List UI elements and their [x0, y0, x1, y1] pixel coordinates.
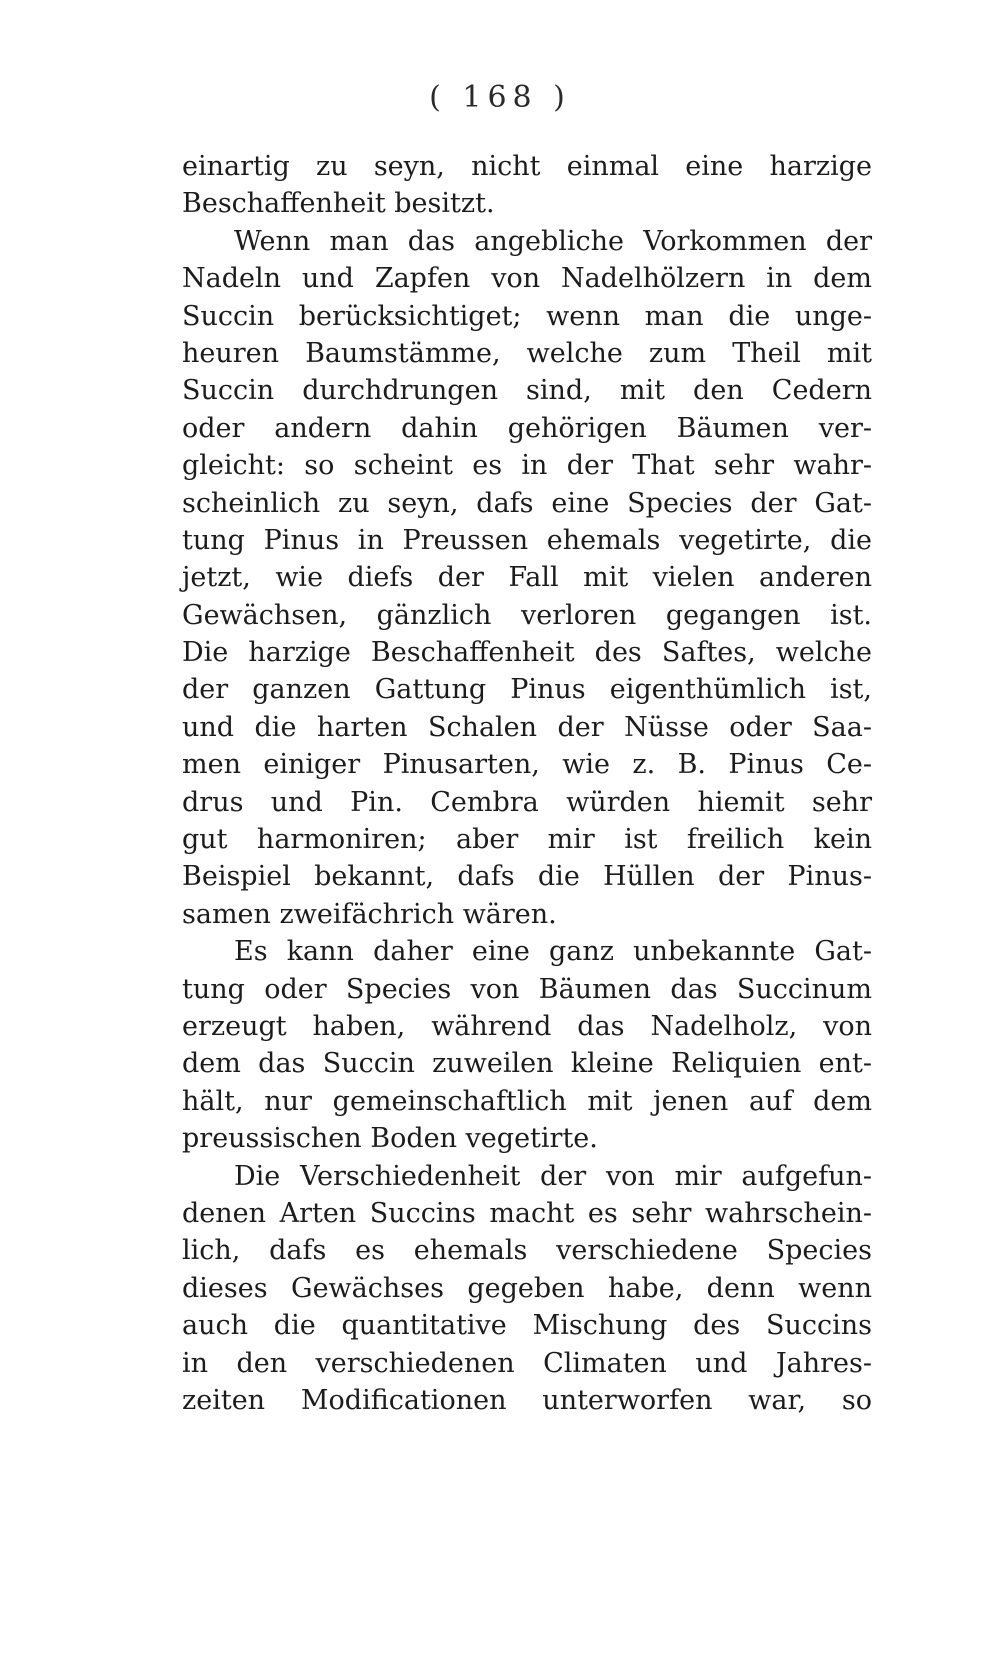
text-line: Succin durchdrungen sind, mit den Cedern: [182, 375, 872, 407]
text-line: scheinlich zu seyn, dafs eine Species der Gat-: [182, 487, 872, 519]
text-line: gleicht: so scheint es in der That sehr wahr-: [182, 450, 872, 482]
text-line: dem das Succin zuweilen kleine Reliquien ent-: [182, 1048, 872, 1080]
text-line: der ganzen Gattung Pinus eigenthümlich ist,: [182, 674, 872, 706]
text-line: und die harten Schalen der Nüsse oder Saa-: [182, 711, 872, 743]
text-line: Es kann daher eine ganz unbekannte Gat-: [234, 936, 872, 968]
text-line: gut harmoniren; aber mir ist freilich kein: [182, 824, 872, 856]
text-line: samen zweifächrich wären.: [182, 898, 557, 930]
text-line: Wenn man das angebliche Vorkommen der: [234, 225, 872, 257]
text-line: auch die quantitative Mischung des Succins: [182, 1310, 872, 1342]
text-line: men einiger Pinusarten, wie z. B. Pinus Ce-: [182, 749, 872, 781]
text-line: jetzt, wie diefs der Fall mit vielen anderen: [182, 562, 872, 594]
text-line: dieses Gewächses gegeben habe, denn wenn: [182, 1272, 872, 1304]
text-line: in den verschiedenen Climaten und Jahres-: [182, 1347, 872, 1379]
text-line: Nadeln und Zapfen von Nadelhölzern in dem: [182, 263, 872, 295]
text-line: hält, nur gemeinschaftlich mit jenen auf dem: [182, 1085, 872, 1117]
body-text: [182, 148, 872, 1419]
text-line: Beschaffenheit besitzt.: [182, 188, 495, 220]
text-line: tung oder Species von Bäumen das Succinum: [182, 973, 872, 1005]
text-line: zeiten Modificationen unterworfen war, so: [182, 1384, 872, 1416]
page-number: ( 168 ): [429, 80, 571, 115]
text-line: Beispiel bekannt, dafs die Hüllen der Pinus-: [182, 861, 872, 893]
text-line: drus und Pin. Cembra würden hiemit sehr: [182, 786, 872, 818]
text-line: Die Verschiedenheit der von mir aufgefun-: [234, 1160, 872, 1192]
text-line: Succin berücksichtiget; wenn man die unge-: [182, 300, 872, 332]
text-line: oder andern dahin gehörigen Bäumen ver-: [182, 412, 872, 444]
text-line: denen Arten Succins macht es sehr wahrschein-: [182, 1197, 872, 1229]
text-line: lich, dafs es ehemals verschiedene Species: [182, 1235, 872, 1267]
text-line: Gewächsen, gänzlich verloren gegangen ist.: [182, 599, 872, 631]
text-line: Die harzige Beschaffenheit des Saftes, welche: [182, 637, 872, 669]
text-line: preussischen Boden vegetirte.: [182, 1123, 598, 1155]
text-line: erzeugt haben, während das Nadelholz, von: [182, 1010, 872, 1042]
text-line: tung Pinus in Preussen ehemals vegetirte, die: [182, 524, 872, 556]
text-line: heuren Baumstämme, welche zum Theil mit: [182, 337, 872, 369]
text-line: einartig zu seyn, nicht einmal eine harzige: [182, 151, 872, 182]
